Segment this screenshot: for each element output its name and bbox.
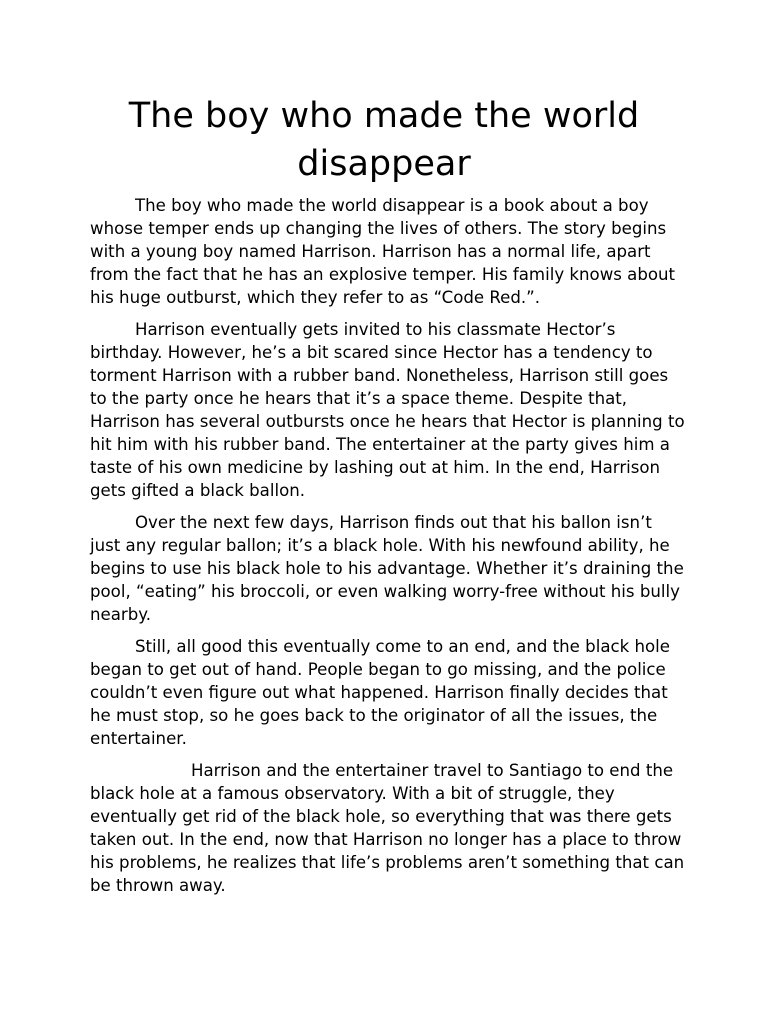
- paragraph-3: Over the next few days, Harrison finds out that his ballon isn’t just any regular ballon; it’s a black hole. With his newfound ability, he begins to use his black hole to his advantage. Whether it’s draining the pool, “eating” his broccoli, or even walking worry-free without his bully nearby.: [90, 513, 684, 624]
- paragraph-1: The boy who made the world disappear is a book about a boy whose temper ends up changing the lives of others. The story begins with a young boy named Harrison. Harrison has a normal life, apart from the fact that he has an explosive temper. His family knows about his huge outburst, which they refer to as “Code Red.”.: [90, 196, 676, 307]
- document-body: [90, 194, 686, 906]
- paragraph-2: Harrison eventually gets invited to his classmate Hector’s birthday. However, he’s a bit scared since Hector has a tendency to torment Harrison with a rubber band. Nonetheless, Harrison still goes to the party once he hears that it’s a space theme. Despite that, Harrison has several outbursts once he hears that Hector is planning to hit him with his rubber band. The entertainer at the party gives him a taste of his own medicine by lashing out at him. In the end, Harrison gets gifted a black ballon.: [90, 320, 685, 500]
- paragraph-5: Harrison and the entertainer travel to Santiago to end the black hole at a famous observatory. With a bit of struggle, they eventually get rid of the black hole, so everything that was there gets taken out. In the end, now that Harrison no longer has a place to throw his problems, he realizes that life’s problems aren’t something that can be thrown away.: [90, 761, 685, 895]
- paragraph-4: Still, all good this eventually come to an end, and the black hole began to get out of hand. People began to go missing, and the police couldn’t even figure out what happened. Harrison finally decides that he must stop, so he goes back to the originator of all the issues, the entertainer.: [90, 637, 670, 748]
- document-title: The boy who made the world disappear: [128, 96, 640, 184]
